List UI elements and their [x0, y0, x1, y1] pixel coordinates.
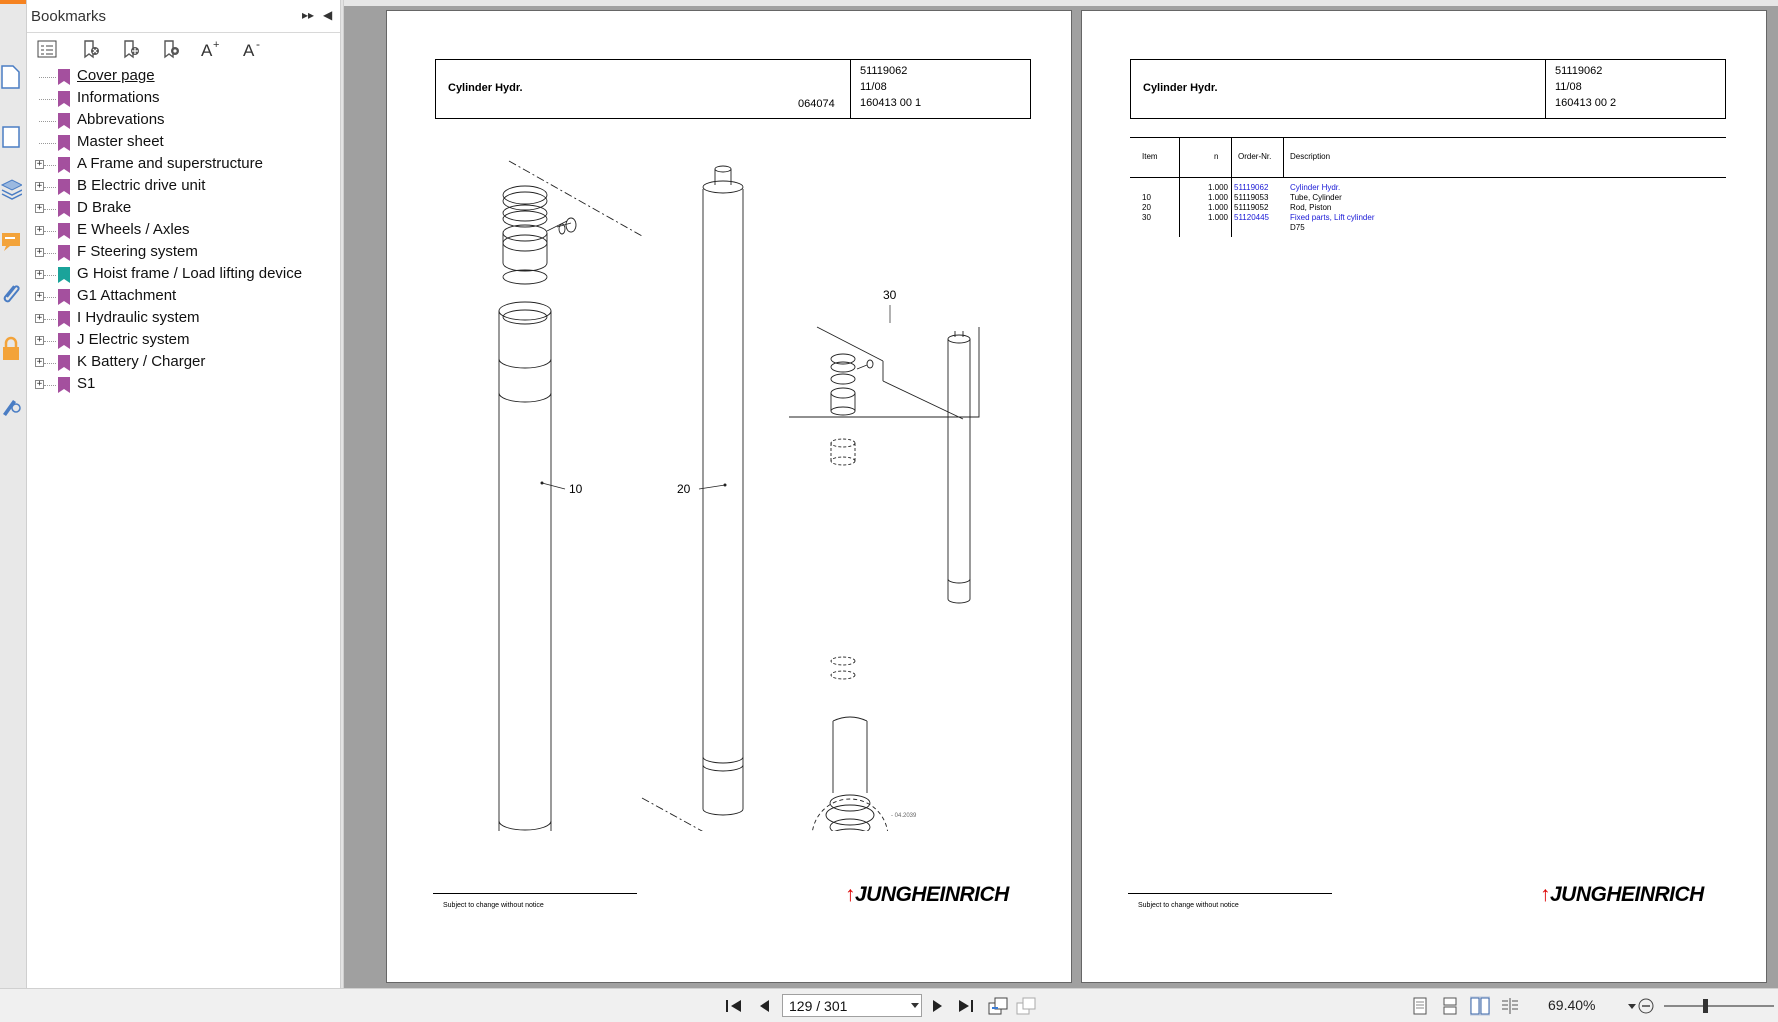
bookmark-label: F Steering system: [77, 243, 198, 260]
revision-date: 11/08: [860, 81, 887, 93]
bookmark-item[interactable]: [27, 132, 340, 154]
navigation-toolbar: [0, 988, 1778, 1022]
jungheinrich-logo: ↑JUNGHEINRICH: [845, 883, 1009, 906]
next-page-icon[interactable]: [928, 996, 948, 1016]
bookmark-ribbon-icon: [57, 134, 71, 156]
bookmark-item[interactable]: [27, 88, 340, 110]
add-bookmark-icon[interactable]: [119, 37, 143, 61]
bookmark-ribbon-icon: [57, 288, 71, 310]
side-icon-rail: [0, 0, 27, 988]
cell-n: 1.000: [1207, 203, 1228, 212]
bookmark-item[interactable]: [27, 198, 340, 220]
expand-toggle-icon[interactable]: +: [36, 203, 43, 213]
part-title: Cylinder Hydr.: [1143, 82, 1218, 94]
cell-desc: Rod, Piston: [1290, 203, 1332, 212]
expand-toggle-icon[interactable]: +: [36, 291, 43, 301]
bookmark-ribbon-icon: [57, 156, 71, 178]
bookmarks-title: Bookmarks: [31, 8, 107, 25]
bookmark-item[interactable]: [27, 286, 340, 308]
expand-toggle-icon[interactable]: +: [36, 247, 43, 257]
cell-order[interactable]: 51119062: [1234, 183, 1269, 192]
continuous-facing-view-icon[interactable]: [1500, 996, 1520, 1016]
zoom-level[interactable]: 69.40%: [1548, 997, 1596, 1013]
exploded-drawing: [387, 131, 1073, 831]
bookmark-label: G Hoist frame / Load lifting device: [77, 265, 303, 282]
title-block: [435, 59, 1031, 119]
expand-toggle-icon[interactable]: +: [36, 159, 43, 169]
bookmark-item[interactable]: [27, 352, 340, 374]
col-header-qty: n: [1214, 152, 1219, 161]
bookmark-label: K Battery / Charger: [77, 353, 206, 370]
bookmark-ribbon-icon: [57, 222, 71, 244]
page-number-input[interactable]: [782, 994, 922, 1017]
part-title: Cylinder Hydr.: [448, 82, 523, 94]
bookmark-ribbon-icon: [57, 68, 71, 90]
callout-20: 20: [677, 482, 691, 496]
cell-item: 30: [1142, 213, 1151, 222]
bookmarks-panel: [27, 0, 340, 988]
cell-n: 1.000: [1207, 183, 1228, 192]
col-header-description: Description: [1290, 152, 1331, 161]
revision-date: 11/08: [1555, 81, 1582, 93]
bookmark-label: B Electric drive unit: [77, 177, 206, 194]
bookmark-ribbon-icon: [57, 376, 71, 398]
expand-toggle-icon[interactable]: +: [36, 225, 43, 235]
facing-pages-view-icon[interactable]: [1470, 996, 1490, 1016]
bookmarks-header: [27, 0, 340, 33]
previous-page-icon[interactable]: [754, 996, 774, 1016]
bookmark-item[interactable]: [27, 374, 340, 396]
decrease-text-size-icon[interactable]: [241, 37, 265, 61]
page-thumbnail-icon[interactable]: [0, 62, 26, 92]
expand-panel-icon[interactable]: ▸▸: [302, 8, 315, 22]
bookmark-ribbon-icon: [57, 354, 71, 376]
bookmark-label: G1 Attachment: [77, 287, 177, 304]
svg-text:+: +: [213, 39, 220, 51]
sheet-code: 160413 00 2: [1555, 97, 1617, 109]
bookmark-ribbon-icon: [57, 266, 71, 288]
cell-desc: D75: [1290, 223, 1305, 232]
cell-n: 1.000: [1207, 213, 1228, 222]
bookmark-ribbon-icon: [57, 178, 71, 200]
previous-view-icon[interactable]: [988, 996, 1008, 1016]
bookmark-label: S1: [77, 375, 96, 392]
layers-icon[interactable]: [0, 174, 26, 204]
bookmark-label: Informations: [77, 89, 160, 106]
continuous-page-view-icon[interactable]: [1440, 996, 1460, 1016]
bookmark-item[interactable]: [27, 154, 340, 176]
expand-toggle-icon[interactable]: +: [36, 379, 43, 389]
delete-bookmark-icon[interactable]: [79, 37, 103, 61]
col-header-order-nr: Order-Nr.: [1238, 152, 1272, 161]
reference-note: - 04.2039: [891, 813, 917, 819]
expand-toggle-icon[interactable]: +: [36, 335, 43, 345]
svg-text:-: -: [256, 39, 260, 51]
bookmark-label: D Brake: [77, 199, 132, 216]
zoom-out-icon[interactable]: [1636, 996, 1656, 1016]
pages-icon[interactable]: [0, 122, 26, 152]
bookmark-label: Abbrevations: [77, 111, 165, 128]
single-page-view-icon[interactable]: [1410, 996, 1430, 1016]
security-lock-icon[interactable]: [0, 334, 26, 364]
expand-toggle-icon[interactable]: +: [36, 357, 43, 367]
cell-n: 1.000: [1207, 193, 1228, 202]
drawing-number: 064074: [798, 98, 835, 110]
document-viewport[interactable]: [344, 0, 1778, 988]
pdf-page-left: [386, 10, 1072, 983]
bookmark-label: E Wheels / Axles: [77, 221, 190, 238]
next-view-icon[interactable]: [1016, 996, 1036, 1016]
page-dropdown-icon[interactable]: [911, 1003, 919, 1008]
bookmark-ribbon-icon: [57, 310, 71, 332]
bookmark-item[interactable]: [27, 264, 340, 286]
bookmark-item[interactable]: [27, 220, 340, 242]
callout-30: 30: [883, 288, 897, 302]
cell-item: 20: [1142, 203, 1151, 212]
bookmark-options-icon[interactable]: [35, 37, 59, 61]
cell-order: 51119053: [1234, 193, 1269, 202]
collapse-panel-icon[interactable]: ◀: [323, 8, 333, 22]
increase-text-size-icon[interactable]: [199, 37, 223, 61]
signature-icon[interactable]: [0, 390, 26, 420]
bookmark-ribbon-icon: [57, 90, 71, 112]
bookmark-item[interactable]: [27, 330, 340, 352]
expand-toggle-icon[interactable]: +: [36, 269, 43, 279]
comments-icon[interactable]: [0, 226, 26, 256]
bookmark-item[interactable]: [27, 242, 340, 264]
expand-toggle-icon[interactable]: +: [36, 313, 43, 323]
footer-notice: Subject to change without notice: [443, 902, 544, 909]
bookmark-label: Cover page: [77, 67, 155, 84]
zoom-slider[interactable]: [1664, 1005, 1774, 1007]
bookmark-label: A Frame and superstructure: [77, 155, 263, 172]
last-page-icon[interactable]: [956, 996, 976, 1016]
footer-rule: [1128, 893, 1332, 894]
footer-rule: [433, 893, 637, 894]
top-scroll-strip: [344, 0, 1778, 6]
bookmark-item[interactable]: [27, 66, 340, 88]
svg-text:A: A: [201, 41, 213, 59]
expand-toggle-icon[interactable]: +: [36, 181, 43, 191]
bookmark-item[interactable]: [27, 110, 340, 132]
active-accent-bar: [0, 0, 26, 4]
col-header-item: Item: [1142, 152, 1158, 161]
bookmark-label: I Hydraulic system: [77, 309, 200, 326]
page-indicator: 129 / 301: [789, 998, 848, 1014]
jungheinrich-logo: ↑JUNGHEINRICH: [1540, 883, 1704, 906]
part-number: 51119062: [1555, 65, 1603, 77]
bookmark-label: Master sheet: [77, 133, 164, 150]
title-block: [1130, 59, 1726, 119]
zoom-slider-handle[interactable]: [1703, 999, 1708, 1013]
svg-text:A: A: [243, 41, 255, 59]
cell-desc[interactable]: Cylinder Hydr.: [1290, 183, 1341, 192]
cell-desc: Tube, Cylinder: [1290, 193, 1342, 202]
cell-order[interactable]: 51120445: [1234, 213, 1269, 222]
footer-notice: Subject to change without notice: [1138, 902, 1239, 909]
bookmark-item[interactable]: [27, 308, 340, 330]
find-bookmark-icon[interactable]: [159, 37, 183, 61]
first-page-icon[interactable]: [724, 996, 744, 1016]
cell-order: 51119052: [1234, 203, 1269, 212]
bookmark-ribbon-icon: [57, 200, 71, 222]
bookmark-ribbon-icon: [57, 112, 71, 134]
callout-10: 10: [569, 482, 583, 496]
attachment-paperclip-icon[interactable]: [0, 280, 26, 310]
bookmark-item[interactable]: [27, 176, 340, 198]
bookmarks-toolbar: [27, 33, 340, 65]
sheet-code: 160413 00 1: [860, 97, 922, 109]
bookmark-ribbon-icon: [57, 244, 71, 266]
pdf-page-right: [1081, 10, 1767, 983]
cell-desc[interactable]: Fixed parts, Lift cylinder: [1290, 213, 1375, 222]
bookmark-label: J Electric system: [77, 331, 190, 348]
bookmark-ribbon-icon: [57, 332, 71, 354]
part-number: 51119062: [860, 65, 908, 77]
cell-item: 10: [1142, 193, 1151, 202]
